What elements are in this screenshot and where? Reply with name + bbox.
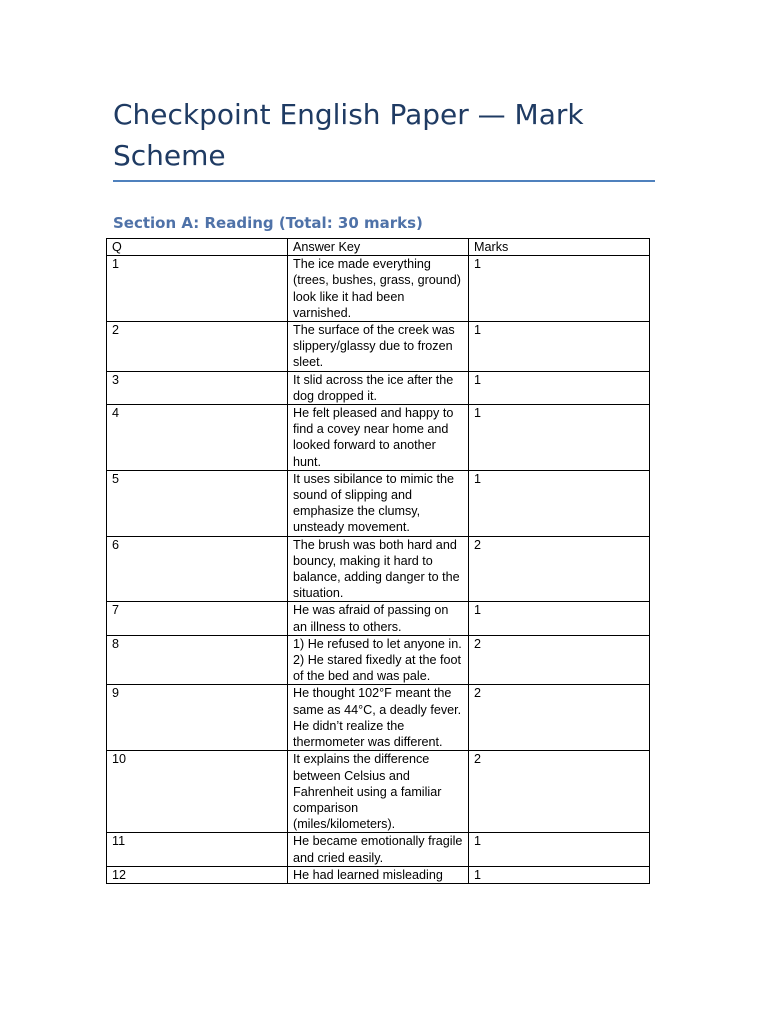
section-heading: Section A: Reading (Total: 30 marks): [113, 214, 423, 232]
column-header-answer-key: Answer Key: [288, 239, 469, 256]
question-number: 2: [107, 322, 288, 372]
table-row: [107, 685, 650, 751]
marks-value: 1: [469, 602, 650, 635]
table-row: [107, 602, 650, 635]
table-row: [107, 256, 650, 322]
question-number: 8: [107, 635, 288, 685]
column-header-q: Q: [107, 239, 288, 256]
marks-value: 1: [469, 866, 650, 883]
question-number: 10: [107, 751, 288, 833]
table-row: [107, 322, 650, 372]
table-header-row: [107, 239, 650, 256]
table-row: [107, 635, 650, 685]
answer-text: It slid across the ice after the dog dropped it.: [288, 371, 469, 404]
marks-value: 1: [469, 833, 650, 866]
answer-text: He thought 102°F meant the same as 44°C, a deadly fever. He didn’t realize the thermometer was different.: [288, 685, 469, 751]
mark-scheme-table: [106, 238, 650, 884]
table-row: [107, 866, 650, 883]
table-row: [107, 751, 650, 833]
answer-text: The ice made everything (trees, bushes, grass, ground) look like it had been varnished.: [288, 256, 469, 322]
marks-value: 2: [469, 685, 650, 751]
table-row: [107, 470, 650, 536]
answer-text: He was afraid of passing on an illness to others.: [288, 602, 469, 635]
marks-value: 1: [469, 470, 650, 536]
question-number: 9: [107, 685, 288, 751]
title-divider: [113, 180, 655, 182]
answer-text: He became emotionally fragile and cried easily.: [288, 833, 469, 866]
question-number: 12: [107, 866, 288, 883]
answer-text: The brush was both hard and bouncy, making it hard to balance, adding danger to the situation.: [288, 536, 469, 602]
question-number: 5: [107, 470, 288, 536]
table-row: [107, 833, 650, 866]
marks-value: 1: [469, 371, 650, 404]
table-row: [107, 536, 650, 602]
answer-text: The surface of the creek was slippery/glassy due to frozen sleet.: [288, 322, 469, 372]
page-title: Checkpoint English Paper — Mark Scheme: [113, 98, 584, 172]
marks-value: 2: [469, 635, 650, 685]
question-number: 4: [107, 405, 288, 471]
marks-value: 1: [469, 322, 650, 372]
answer-text: It uses sibilance to mimic the sound of slipping and emphasize the clumsy, unsteady movement.: [288, 470, 469, 536]
marks-value: 2: [469, 536, 650, 602]
question-number: 1: [107, 256, 288, 322]
table-row: [107, 405, 650, 471]
answer-text: 1) He refused to let anyone in. 2) He stared fixedly at the foot of the bed and was pale.: [288, 635, 469, 685]
answer-text: He had learned misleading: [288, 866, 469, 883]
table-row: [107, 371, 650, 404]
answer-text: He felt pleased and happy to find a covey near home and looked forward to another hunt.: [288, 405, 469, 471]
marks-value: 2: [469, 751, 650, 833]
question-number: 11: [107, 833, 288, 866]
question-number: 3: [107, 371, 288, 404]
marks-value: 1: [469, 256, 650, 322]
marks-value: 1: [469, 405, 650, 471]
question-number: 7: [107, 602, 288, 635]
answer-text: It explains the difference between Celsius and Fahrenheit using a familiar comparison (miles/kilometers).: [288, 751, 469, 833]
column-header-marks: Marks: [469, 239, 650, 256]
question-number: 6: [107, 536, 288, 602]
